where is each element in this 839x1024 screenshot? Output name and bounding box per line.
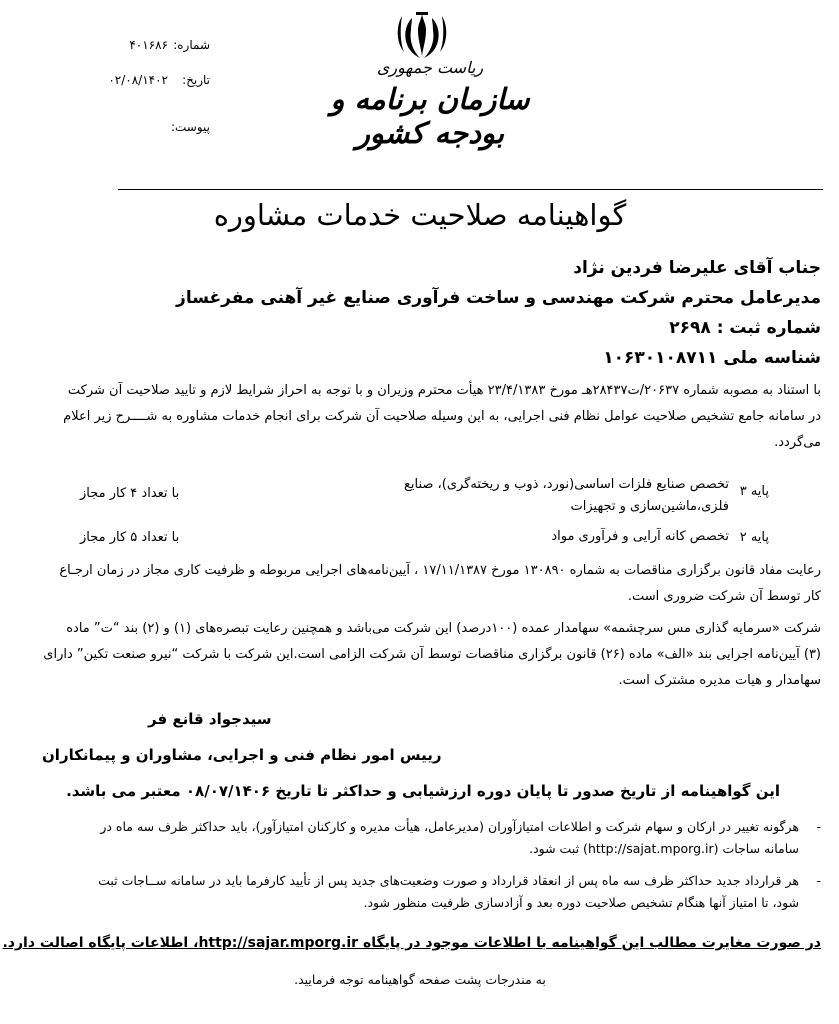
note-item <box>18 816 821 860</box>
qualification-specialty-line: تخصص صنایع فلزات اساسی(نورد، ذوب و ریخته‌گری)، صنایع <box>403 477 729 492</box>
note-line: هرگونه تغییر در ارکان و سهام شرکت و اطلاعات امتیازآوران (مدیرعامل، هیأت مدیره و کارکنان امتیازآور)، باید حداکثر ظرف سه ماه در <box>100 819 799 834</box>
presidency-label: ریاست جمهوری <box>376 58 484 77</box>
qualification-specialty <box>359 474 729 518</box>
note-line: شود، تا امتیاز آنها هنگام تشخیص صلاحیت دوره بعد و آزادسازی ظرفیت منظور شود. <box>363 895 799 910</box>
ownership-paragraph <box>18 616 821 694</box>
validity-statement: این گواهینامه از تاریخ صدور تا پایان دوره ارزشیابی و حداکثر تا تاریخ ۰۸/۰۷/۱۴۰۶ معتبر می باشد. <box>66 782 780 800</box>
letter-attachment <box>160 120 210 138</box>
back-page-note: به مندرجات پشت صفحه گواهینامه توجه فرمایید. <box>294 972 546 987</box>
note-dash: - <box>816 819 821 834</box>
intro-line: می‌گردد. <box>774 435 821 450</box>
recipient-salutation: جناب آقای علیرضا فردین نژاد <box>573 258 821 278</box>
qualification-specialty-line: تخصص کانه آرایی و فرآوری مواد <box>551 529 729 544</box>
recipient-position: مدیرعامل محترم شرکت مهندسی و ساخت فرآوری صنایع غیر آهنی مفرغساز <box>176 288 821 308</box>
note-line: هر قرارداد جدید حداکثر ظرف سه ماه پس از انعقاد قرارداد و صورت وضعیت‌های جدید پس از تأیید کارفرما باید در سامانه ســاجات ثبت <box>98 873 799 888</box>
letter-attachment-label: پیوست: <box>170 120 210 134</box>
qualification-count: با تعداد ۴ کار مجاز <box>80 486 180 501</box>
ownership-line: شرکت «سرمایه گذاری مس سرچشمه» سهامدار عمده (۱۰۰درصد) این شرکت می‌باشد و همچنین رعایت تبصره‌های (۱) و (۲) بند “ت” ماده <box>66 621 821 636</box>
letter-number-label: شماره: <box>173 38 210 52</box>
qualification-count: با تعداد ۵ کار مجاز <box>80 530 180 545</box>
intro-paragraph <box>18 378 821 456</box>
national-id: شناسه ملی ۱۰۶۳۰۱۰۸۷۱۱ <box>603 348 821 368</box>
note-text <box>18 816 799 860</box>
intro-line: در سامانه جامع تشخیص صلاحیت عوامل نظام فنی اجرایی، به این وسیله صلاحیت آن شرکت برای انجام خدمات مشاوره به شــــرح زیر اعلام <box>63 409 821 424</box>
header-divider <box>118 189 823 190</box>
authenticity-warning: در صورت مغایرت مطالب این گواهینامه با اطلاعات موجود در پایگاه http://sajar.mporg.ir، اطلاعات پایگاه اصالت دارد. <box>2 935 821 951</box>
intro-line: با استناد به مصوبه شماره ۲۰۶۳۷/ت۲۸۴۳۷هـ مورخ ۲۳/۴/۱۳۸۳ هیأت محترم وزیران و با توجه به احراز شرایط لازم و تایید صلاحیت آن شرکت <box>67 383 821 398</box>
signatory-title: رییس امور نظام فنی و اجرایی، مشاوران و پیمانکاران <box>42 746 442 764</box>
qualification-grade: پایه ۳ <box>739 484 769 499</box>
qualification-specialty-line: فلزی،ماشین‌سازی و تجهیزات <box>570 499 729 514</box>
compliance-line: رعایت مفاد قانون برگزاری مناقصات به شماره ۱۳۰۸۹۰ مورخ ۱۷/۱۱/۱۳۸۷ ، آیین‌نامه‌های اجرایی مربوطه و ظرفیت کاری مجاز در زمان ارجـاع <box>59 563 821 578</box>
note-dash: - <box>816 873 821 888</box>
letter-number-value: ۴۰۱۶۸۶ <box>129 38 168 52</box>
letter-date-label: تاریخ: <box>182 73 210 87</box>
note-item <box>18 870 821 914</box>
qualification-specialty <box>359 526 729 548</box>
letter-date <box>85 73 210 91</box>
organization-name: سازمان برنامه و بودجه کشور <box>330 82 530 150</box>
iran-emblem-icon <box>394 10 450 62</box>
signatory-name: سیدجواد قانع فر <box>148 710 272 728</box>
note-text <box>18 870 799 914</box>
letter-number <box>105 38 210 56</box>
registration-number: شماره ثبت : ۲۶۹۸ <box>669 318 821 338</box>
compliance-paragraph <box>18 558 821 610</box>
letter-date-value: ۰۲/۰۸/۱۴۰۲ <box>108 73 168 87</box>
ownership-line: (۳) آیین‌نامه اجرایی بند «الف» ماده (۲۶) قانون برگزاری مناقصات توسط آن شرکت الزامی است.این شرکت با شرکت “نیرو صنعت تکین” دارای <box>43 647 821 662</box>
note-line: سامانه ساجات (http://sajat.mporg.ir) ثبت شود. <box>529 841 799 856</box>
qualification-grade: پایه ۲ <box>739 530 769 545</box>
compliance-line: کار توسط آن شرکت ضروری است. <box>627 589 821 604</box>
certificate-title: گواهینامه صلاحیت خدمات مشاوره <box>213 198 627 232</box>
ownership-line: سهامدار و هیات مدیره مشترک است. <box>618 673 821 688</box>
